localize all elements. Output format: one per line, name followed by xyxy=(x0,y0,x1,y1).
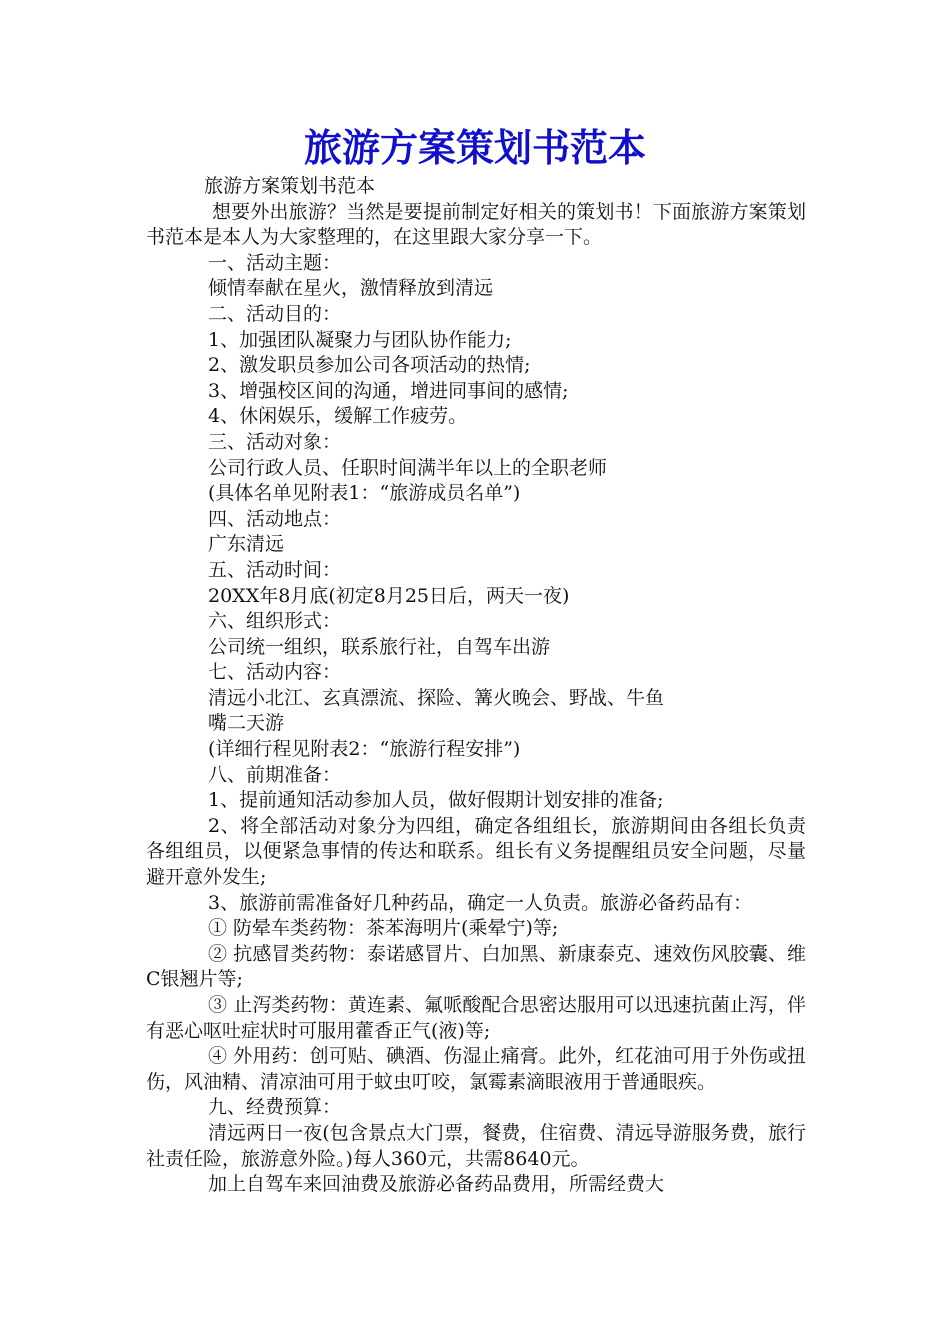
paragraph: 2、激发职员参加公司各项活动的热情; xyxy=(208,354,531,377)
paragraph: 清远两日一夜(包含景点大门票，餐费，住宿费、清远导游服务费，旅行社责任险，旅游意外险。)每人360元，共需8640元。 xyxy=(146,1121,806,1170)
paragraph: 旅游方案策划书范本 xyxy=(204,175,376,197)
paragraph: 广东清远 xyxy=(208,533,285,556)
paragraph: 七、活动内容： xyxy=(208,661,342,684)
paragraph: 九、经费预算： xyxy=(208,1096,342,1119)
paragraph: 想要外出旅游？当然是要提前制定好相关的策划书！下面旅游方案策划书范本是本人为大家整理的，在这里跟大家分享一下。 xyxy=(146,200,806,249)
paragraph: 2、将全部活动对象分为四组，确定各组组长，旅游期间由各组长负责各组组员，以便紧急事情的传达和联系。组长有义务提醒组员安全问题，尽量避开意外发生; xyxy=(146,814,806,889)
paragraph: 二、活动目的： xyxy=(208,302,342,325)
paragraph: (具体名单见附表1：“旅游成员名单”) xyxy=(208,482,521,505)
paragraph: 4、休闲娱乐，缓解工作疲劳。 xyxy=(208,405,468,428)
paragraph: 20XX年8月底(初定8月25日后，两天一夜) xyxy=(208,584,570,607)
paragraph: 1、提前通知活动参加人员，做好假期计划安排的准备; xyxy=(208,789,664,812)
paragraph: 八、前期准备： xyxy=(208,763,342,786)
paragraph: 五、活动时间： xyxy=(208,558,342,581)
paragraph: 加上自驾车来回油费及旅游必备药品费用，所需经费大 xyxy=(208,1173,665,1196)
paragraph: 六、组织形式： xyxy=(208,610,342,633)
paragraph: 公司统一组织，联系旅行社，自驾车出游 xyxy=(208,635,551,658)
paragraph: 公司行政人员、任职时间满半年以上的全职老师 xyxy=(208,456,608,479)
paragraph: 倾情奉献在星火，激情释放到清远 xyxy=(208,277,494,300)
document-body xyxy=(146,174,806,1198)
paragraph: (详细行程见附表2：“旅游行程安排”) xyxy=(208,738,521,761)
paragraph: 1、加强团队凝聚力与团队协作能力; xyxy=(208,328,512,351)
paragraph: 四、活动地点： xyxy=(208,507,342,530)
paragraph: 一、活动主题： xyxy=(208,251,342,274)
paragraph: ④ 外用药：创可贴、碘酒、伤湿止痛膏。此外，红花油可用于外伤或扭伤，风油精、清凉油可用于蚊虫叮咬，氯霉素滴眼液用于普通眼疾。 xyxy=(146,1045,806,1093)
paragraph: 嘴二天游 xyxy=(208,712,285,735)
paragraph: 3、旅游前需准备好几种药品，确定一人负责。旅游必备药品有： xyxy=(208,891,753,914)
paragraph: ② 抗感冒类药物：泰诺感冒片、白加黑、新康泰克、速效伤风胶囊、维C银翘片等; xyxy=(146,942,806,991)
paragraph: 清远小北江、玄真漂流、探险、篝火晚会、野战、牛鱼 xyxy=(208,686,665,709)
paragraph: ③ 止泻类药物：黄连素、氟哌酸配合思密达服用可以迅速抗菌止泻，伴有恶心呕吐症状时可服用藿香正气(液)等; xyxy=(146,994,806,1042)
paragraph: 三、活动对象： xyxy=(208,430,342,453)
paragraph: 3、增强校区间的沟通，增进同事间的感情; xyxy=(208,379,569,402)
document-title: 旅游方案策划书范本 xyxy=(303,125,646,170)
paragraph: ① 防晕车类药物：茶苯海明片(乘晕宁)等; xyxy=(208,917,559,940)
